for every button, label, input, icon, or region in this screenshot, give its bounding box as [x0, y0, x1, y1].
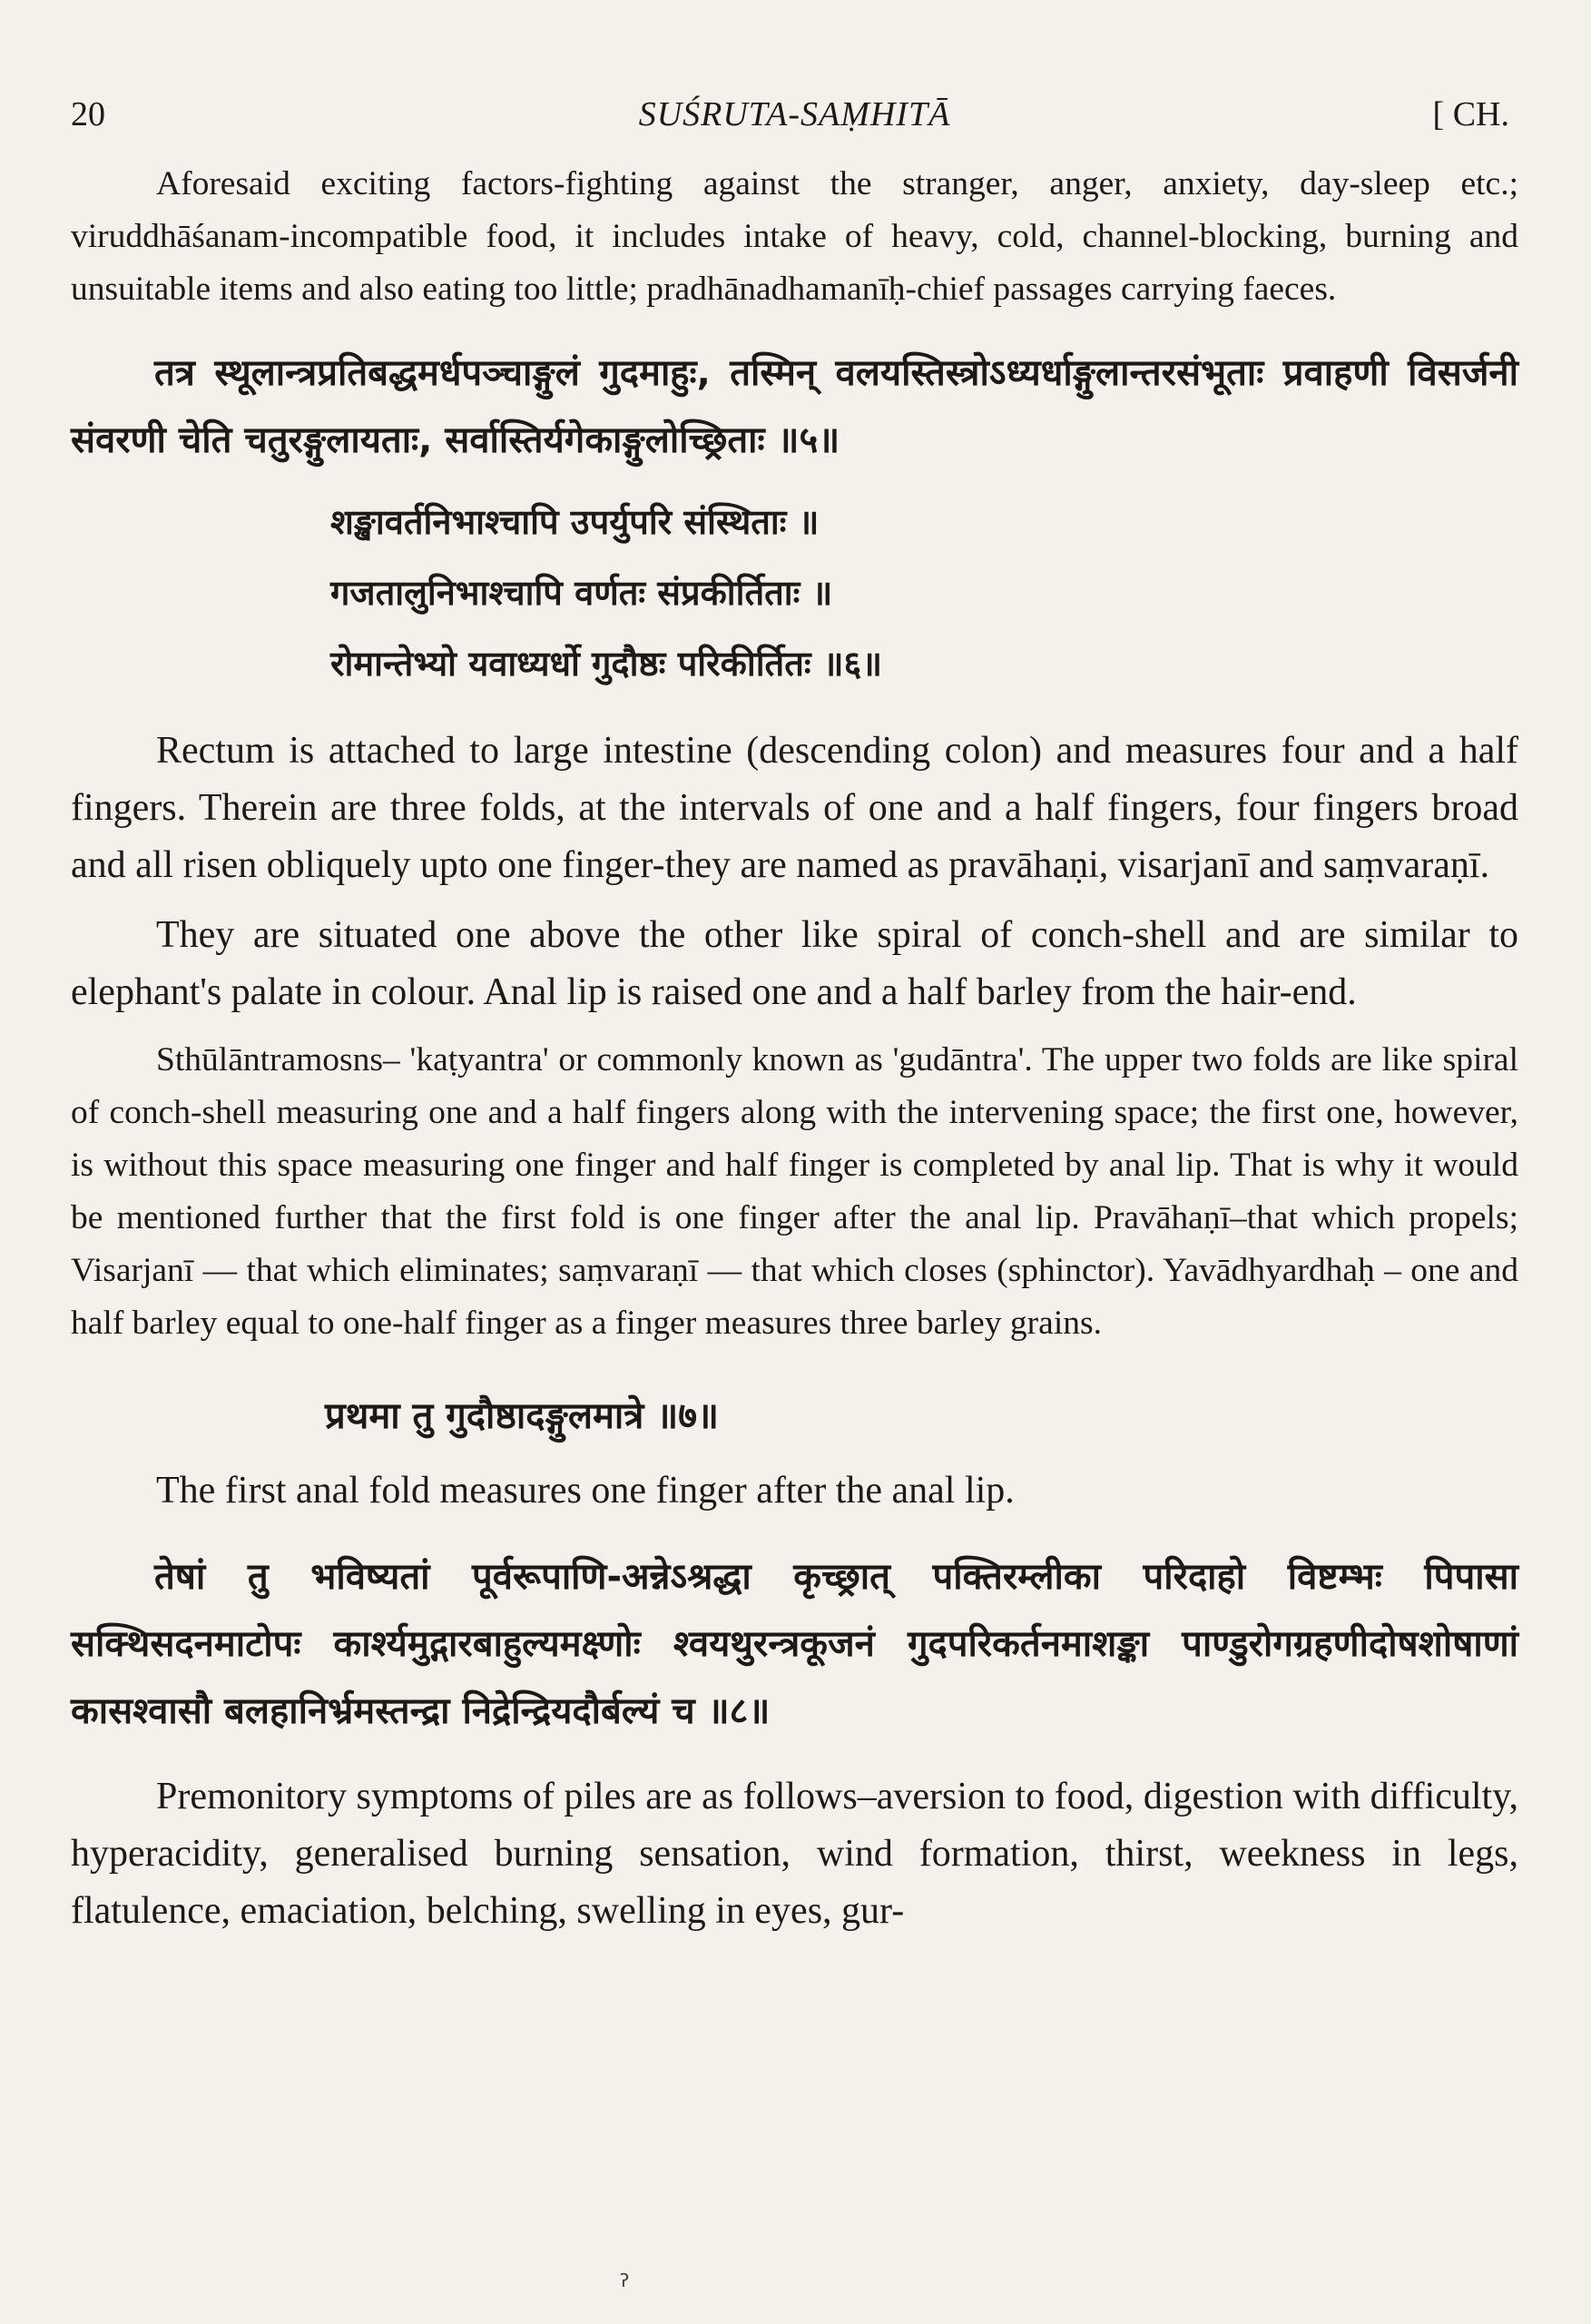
sanskrit-verse-6 — [71, 487, 1518, 699]
translation-paragraph-1: Rectum is attached to large intestine (descending colon) and measures four and a half fingers. Therein are three folds, at the intervals of one and a half fingers, four fingers broad and all risen obliquely upto one finger-they are named as pravāhaṇi, visarjanī and saṃvaraṇī. — [71, 730, 1518, 886]
translation-paragraph-4: Premonitory symptoms of piles are as follows–aversion to food, digestion with difficulty, hyperacidity, generalised burning sensation, wind formation, thirst, weekness in legs, flatulence, emaciation, belching, swelling in eyes, gur- — [71, 1776, 1518, 1932]
page-number: 20 — [71, 95, 105, 133]
verse-line: शङ्खावर्तनिभाश्चापि उपर्युपरि संस्थिताः ॥ — [330, 502, 820, 542]
sanskrit-sutra-5: तत्र स्थूलान्त्रप्रतिबद्धमर्धपञ्चाङ्गुलं गुदमाहुः, तस्मिन् वलयस्तिस्त्रोऽध्यर्धाङ्गुलान्तरसंभूताः प्रवाहणी विसर्जनी संवरणी चेति चतुरङ्गुलायताः, सर्वास्तिर्यगेकाङ्गुलोच्छ्रिताः ॥५॥ — [71, 352, 1518, 461]
book-title: SUŚRUTA-SAṂHITĀ — [638, 95, 951, 133]
commentary-paragraph-2: Sthūlāntramosns– 'kaṭyantra' or commonly known as 'gudāntra'. The upper two folds are like spiral of conch-shell measuring one and a half fingers along with the intervening space; the first one, however, is without this space measuring one finger and half finger is completed by anal lip. That is why it would be mentioned further that the first fold is one finger after the anal lip. Pravāhaṇī–that which propels; Visarjanī — that which eliminates; saṃvaraṇī — that which closes (sphinctor). Yavādhyardhaḥ – one and half barley equal to one-half finger as a finger measures three barley grains. — [71, 1041, 1518, 1342]
commentary-paragraph-1: Aforesaid exciting factors-fighting against the stranger, anger, anxiety, day-sleep etc.; viruddhāśanam-incompatible food, it includes intake of heavy, cold, channel-blocking, burning and unsuitable items and also eating too little; pradhānadhamanīḥ-chief passages carrying faeces. — [71, 165, 1518, 308]
verse-line: गजतालुनिभाश्चापि वर्णतः संप्रकीर्तिताः ॥ — [330, 573, 833, 613]
translation-paragraph-2: They are situated one above the other like spiral of conch-shell and are similar to elephant's palate in colour. Anal lip is raised one and a half barley from the hair-end. — [71, 914, 1518, 1013]
footer-mark: ॽ — [619, 2269, 630, 2292]
sanskrit-sutra-7: प्रथमा तु गुदौष्ठादङ्गुलमात्रे ॥७॥ — [325, 1395, 719, 1437]
chapter-mark: [ CH. — [1432, 95, 1509, 133]
sanskrit-sutra-8: तेषां तु भविष्यतां पूर्वरूपाणि-अन्नेऽश्रद्धा कृच्छ्रात् पक्तिरम्लीका परिदाहो विष्टम्भः पिपासा सक्थिसदनमाटोपः कार्श्यमुद्गारबाहुल्यमक्ष्णोः श्वयथुरन्त्रकूजनं गुदपरिकर्तनमाशङ्का पाण्डुरोगग्रहणीदोषशोषाणां कासश्वासौ बलहानिर्भ्रमस्तन्द्रा निद्रेन्द्रियदौर्बल्यं च ॥८॥ — [71, 1556, 1518, 1732]
running-header — [71, 82, 1518, 145]
verse-line: रोमान्तेभ्यो यवाध्यर्धो गुदौष्ठः परिकीर्तितः ॥६॥ — [330, 644, 883, 684]
translation-paragraph-3: The first anal fold measures one finger after the anal lip. — [156, 1470, 1015, 1512]
